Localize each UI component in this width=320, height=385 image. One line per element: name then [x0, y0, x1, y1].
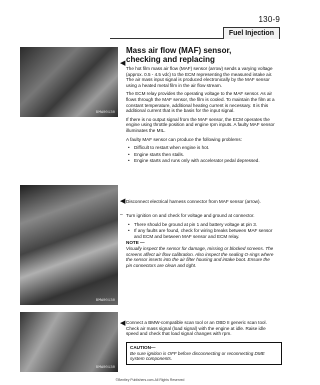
list-item: • Engine starts then stalls.	[126, 152, 276, 158]
paragraph: The hot film mass air flow (MAF) sensor (arrow) sends a varying voltage (approx. 0.5 - 4.5 vdc) to the ECM representing the measured intake air. The air mass input signal is produced electronically by the MAF sensor using a heated metal film in the air flow stream.	[126, 66, 273, 88]
section-title: Fuel Injection	[223, 27, 280, 39]
page-number: 130-9	[258, 15, 280, 24]
paragraph: If there is no output signal from the MAF sensor, the ECM operates the engine using throttle position and engine rpm inputs. A faulty MAF sensor illuminates the MIL.	[126, 116, 275, 133]
section-tab	[110, 27, 280, 39]
heading-block	[126, 46, 276, 64]
list-item: • Engine starts and runs only with accelerator pedal depressed.	[126, 158, 276, 164]
caution-box	[126, 342, 282, 365]
photo-code: BMW00130	[95, 299, 115, 303]
footer-copyright: ©Bentley Publishers.com-All Rights Reserved	[115, 378, 185, 382]
connector-photo	[20, 185, 118, 305]
paragraph: A faulty MAF sensor can produce the following problems:	[126, 136, 242, 142]
pointer-arrow-icon: ◀	[120, 198, 126, 205]
pointer-arrow-icon: ◀	[120, 60, 126, 67]
section-heading: checking and replacing	[126, 55, 215, 64]
voltage-check-step	[126, 213, 276, 271]
intro-text	[126, 66, 276, 165]
maf-sensor-photo	[20, 47, 118, 117]
step-dash: –	[120, 212, 123, 218]
caution-body: Be sure ignition is OFF before disconnecting or reconnecting DME system components.	[130, 350, 265, 362]
photo-code: BMW00130	[95, 366, 115, 370]
list-item: • Difficult to restart when engine is hot.	[126, 145, 276, 151]
paragraph: The ECM relay provides the operating voltage to the MAF sensor. As air flows through the MAF sensor, the film is cooled. To maintain the film at a constant temperature, additional heating current is necessary. It is this additional current that is the basis for the input signal.	[126, 91, 275, 114]
scan-tool-step	[126, 320, 276, 340]
caution-title: CAUTION—	[130, 345, 156, 350]
note-body: Visually inspect the sensor for damage, missing or blocked screens. The screens affect air flow calibration. Also inspect the sealing O-rings where the sensor inserts into the air filter housing and intake boot. Ensure the pin connectors are clean and tight.	[126, 245, 274, 268]
step-text: Disconnect electrical harness connector from MAF sensor (arrow).	[126, 199, 261, 204]
section-heading: Mass air flow (MAF) sensor,	[126, 46, 232, 55]
list-item: • There should be ground at pin 1 and battery voltage at pin 3.	[126, 222, 276, 228]
scan-tool-photo	[20, 312, 118, 372]
disconnect-step	[126, 199, 276, 208]
note-title: NOTE —	[126, 240, 145, 246]
list-item: • If any faults are found, check for wiring breaks between MAF sensor and ECM and between MAF sensor and ECM relay.	[126, 228, 276, 239]
photo-code: BMW00130	[95, 111, 115, 115]
pointer-arrow-icon: ◀	[120, 320, 126, 327]
step-text: Turn ignition on and check for voltage and ground at connector.	[126, 213, 255, 218]
step-text: Connect a BMW-compatible scan tool or an OBD II generic scan tool. Check air mass signal (load signal) with the engine at idle. Raise idle speed and check that load signal changes with rpm.	[126, 320, 267, 337]
